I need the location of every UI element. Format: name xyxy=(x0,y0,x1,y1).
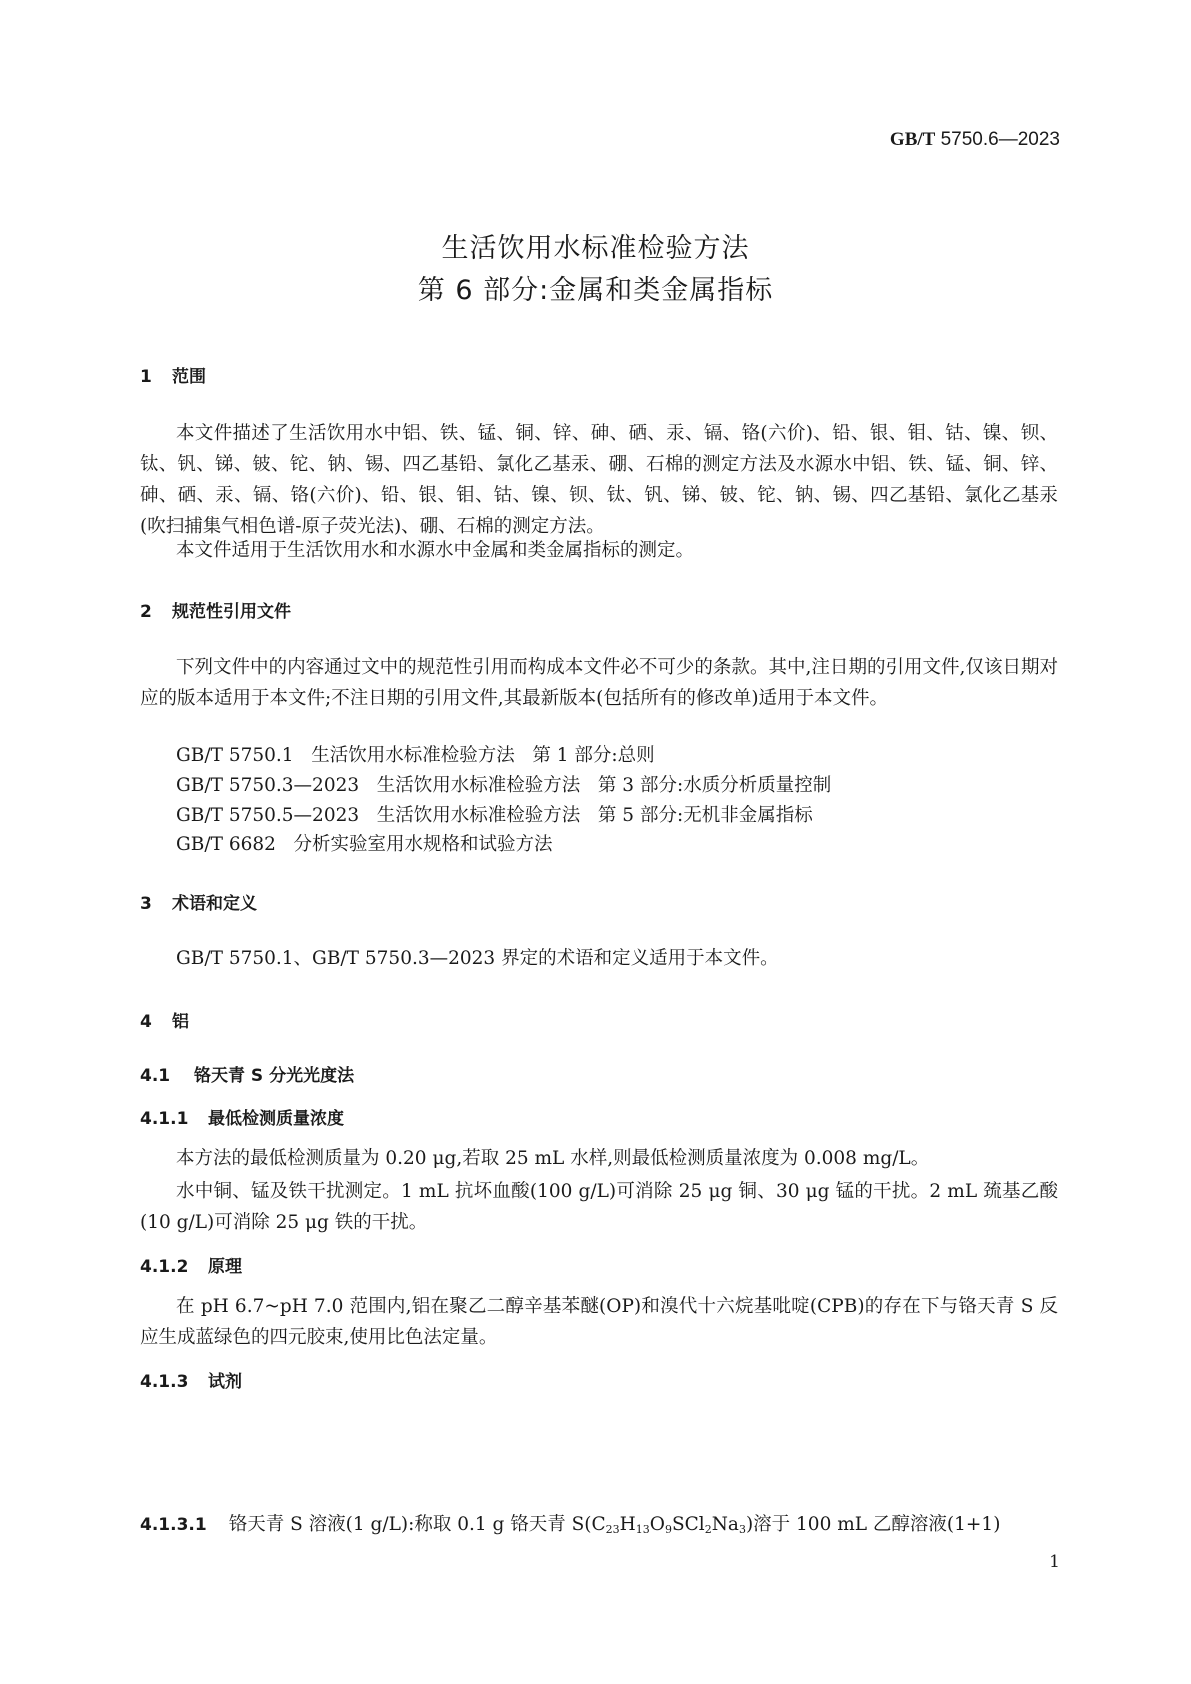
section-number: 4.1.1 xyxy=(140,1109,189,1129)
section-4-1-heading xyxy=(140,1061,354,1086)
formula-subscript: 2 xyxy=(704,1523,712,1536)
section-number: 4.1.2 xyxy=(140,1257,189,1277)
formula-element: SCl xyxy=(671,1514,705,1535)
section-1-heading xyxy=(140,362,206,387)
reference-item: GB/T 5750.3—2023 生活饮用水标准检验方法 第 3 部分:水质分析质量控制 xyxy=(176,775,832,796)
formula-element: O xyxy=(649,1514,665,1535)
section-title: 最低检测质量浓度 xyxy=(208,1109,344,1129)
standard-code-number: 5750.6—2023 xyxy=(935,129,1060,150)
formula-subscript: 9 xyxy=(664,1523,672,1536)
section-4-1-1-paragraph-1: 本方法的最低检测质量为 0.20 μg,若取 25 mL 水样,则最低检测质量浓度为 0.008 mg/L。 xyxy=(176,1148,930,1169)
reagent-text-start: 铬天青 S 溶液(1 g/L):称取 0.1 g 铬天青 S(C xyxy=(228,1514,606,1535)
section-number: 4.1.3.1 xyxy=(140,1515,207,1535)
section-4-1-1-paragraph-2: 水中铜、锰及铁干扰测定。1 mL 抗坏血酸(100 g/L)可消除 25 μg 铜、30 μg 锰的干扰。2 mL 巯基乙酸(10 g/L)可消除 25 μg 铁的干扰。 xyxy=(140,1181,1058,1233)
section-4-1-1-heading xyxy=(140,1104,344,1129)
formula-subscript: 13 xyxy=(635,1523,650,1536)
section-number: 2 xyxy=(140,602,152,622)
section-4-1-3-heading xyxy=(140,1367,242,1392)
section-title: 规范性引用文件 xyxy=(172,602,291,622)
section-title: 原理 xyxy=(208,1257,242,1277)
standard-code xyxy=(890,128,1060,151)
section-1-paragraph-2: 本文件适用于生活饮用水和水源水中金属和类金属指标的测定。 xyxy=(176,540,695,561)
section-title: 术语和定义 xyxy=(172,894,257,914)
standard-code-prefix: GB/T xyxy=(889,129,936,150)
section-4-1-3-1-paragraph xyxy=(140,1510,1000,1536)
reference-item: GB/T 6682 分析实验室用水规格和试验方法 xyxy=(176,834,553,855)
section-number: 3 xyxy=(140,894,152,914)
section-2-heading xyxy=(140,597,291,622)
reagent-text-end: )溶于 100 mL 乙醇溶液(1+1) xyxy=(745,1514,1001,1535)
section-4-1-2-heading xyxy=(140,1252,242,1277)
section-3-paragraph-1: GB/T 5750.1、GB/T 5750.3—2023 界定的术语和定义适用于本文件。 xyxy=(176,948,779,969)
formula-element: H xyxy=(619,1514,636,1535)
section-number: 4.1.3 xyxy=(140,1372,189,1392)
section-title: 铬天青 S 分光光度法 xyxy=(194,1066,355,1086)
formula-subscript: 3 xyxy=(738,1523,746,1536)
reference-item: GB/T 5750.5—2023 生活饮用水标准检验方法 第 5 部分:无机非金属指标 xyxy=(176,805,813,826)
section-number: 1 xyxy=(140,367,152,387)
section-4-heading xyxy=(140,1007,189,1032)
doc-title-line2: 第 6 部分:金属和类金属指标 xyxy=(417,275,774,306)
section-number: 4.1 xyxy=(140,1066,171,1086)
section-3-heading xyxy=(140,889,257,914)
section-title: 铝 xyxy=(172,1012,189,1032)
formula-subscript: 23 xyxy=(605,1523,620,1536)
section-1-paragraph-1: 本文件描述了生活饮用水中铝、铁、锰、铜、锌、砷、硒、汞、镉、铬(六价)、铅、银、钼、钴、镍、钡、钛、钒、锑、铍、铊、钠、锡、四乙基铅、氯化乙基汞、硼、石棉的测定方法及水源水中铝、铁、锰、铜、锌、砷、硒、汞、镉、铬(六价)、铅、银、钼、钴、镍、钡、钛、钒、锑、铍、铊、钠、锡、四乙基铅、氯化乙基汞(吹扫捕集气相色谱-原子荧光法)、硼、石棉的测定方法。 xyxy=(140,423,1058,537)
section-2-paragraph-1: 下列文件中的内容通过文中的规范性引用而构成本文件必不可少的条款。其中,注日期的引用文件,仅该日期对应的版本适用于本文件;不注日期的引用文件,其最新版本(包括所有的修改单)适用于本文件。 xyxy=(140,657,1058,709)
section-title: 范围 xyxy=(172,367,206,387)
section-title: 试剂 xyxy=(208,1372,242,1392)
section-4-1-2-paragraph-1: 在 pH 6.7~pH 7.0 范围内,铝在聚乙二醇辛基苯醚(OP)和溴代十六烷基吡啶(CPB)的存在下与铬天青 S 反应生成蓝绿色的四元胶束,使用比色法定量。 xyxy=(140,1296,1058,1348)
page-number: 1 xyxy=(1049,1552,1060,1572)
doc-title-line1: 生活饮用水标准检验方法 xyxy=(441,233,750,264)
section-number: 4 xyxy=(140,1012,152,1032)
reference-item: GB/T 5750.1 生活饮用水标准检验方法 第 1 部分:总则 xyxy=(176,745,655,766)
formula-element: Na xyxy=(711,1514,739,1535)
